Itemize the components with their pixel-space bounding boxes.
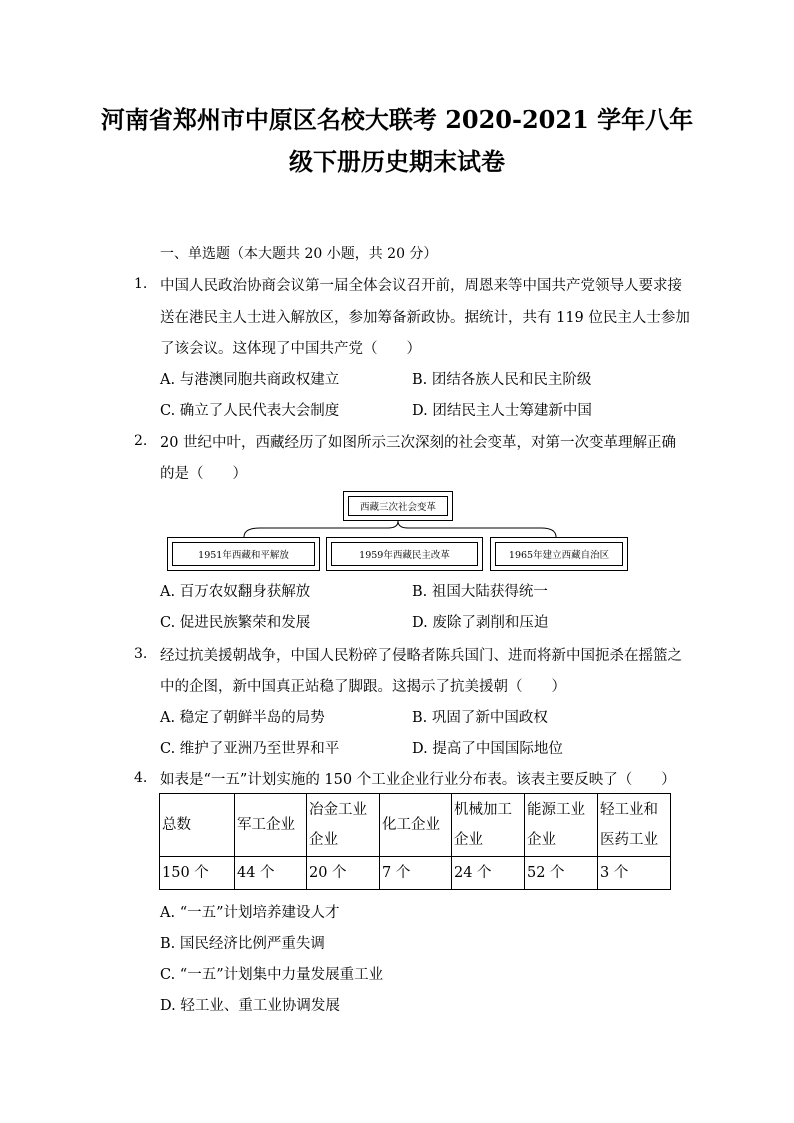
table-header-cell: 机械加工 企业 (452, 794, 525, 857)
table-cell: 7 个 (380, 857, 452, 890)
diagram-top-label: 西藏三次社会变革 (348, 496, 448, 516)
table-row (160, 857, 671, 890)
question-4-option-b: B. 国民经济比例严重失调 (160, 936, 325, 952)
question-1-line-2: 送在港民主人士进入解放区，参加筹备新政协。据统计，共有 119 位民主人士参加 (160, 310, 690, 326)
question-2-line-2: 的是（ ） (160, 466, 247, 482)
question-3-option-d: D. 提高了中国国际地位 (412, 741, 563, 757)
question-1-option-b: B. 团结各族人民和民主阶级 (412, 372, 592, 388)
table-header-cell: 冶金工业 企业 (307, 794, 380, 857)
table-header-cell: 化工企业 (380, 794, 452, 857)
question-4-option-d: D. 轻工业、重工业协调发展 (160, 998, 340, 1014)
question-2-option-b: B. 祖国大陆获得统一 (412, 584, 548, 600)
section-heading: 一、单选题（本大题共 20 小题，共 20 分） (160, 246, 438, 262)
question-1-number: 1. (134, 276, 148, 292)
diagram-box-1951 (167, 537, 320, 571)
question-4-line-1: 如表是“一五”计划实施的 150 个工业企业行业分布表。该表主要反映了（ ） (160, 772, 676, 788)
diagram-box-1965 (490, 537, 628, 571)
question-2-number: 2. (134, 433, 148, 449)
question-3-number: 3. (134, 646, 148, 662)
table-header-cell: 轻工业和 医药工业 (598, 794, 671, 857)
question-4-option-c: C. “一五”计划集中力量发展重工业 (160, 967, 384, 983)
diagram-box-1951-label: 1951年西藏和平解放 (172, 542, 315, 566)
document-title-line-1: 河南省郑州市中原区名校大联考 2020-2021 学年八年 (100, 105, 694, 134)
table-cell: 44 个 (235, 857, 307, 890)
enterprise-distribution-table (159, 793, 671, 890)
table-header-cell: 军工企业 (235, 794, 307, 857)
question-3-line-1: 经过抗美援朝战争，中国人民粉碎了侵略者陈兵国门、进而将新中国扼杀在摇篮之 (160, 648, 682, 664)
table-header-cell: 总数 (160, 794, 235, 857)
question-3-line-2: 中的企图，新中国真正站稳了脚跟。这揭示了抗美援朝（ ） (160, 679, 566, 695)
question-1-line-3: 了该会议。这体现了中国共产党（ ） (160, 341, 421, 357)
diagram-box-1965-label: 1965年建立西藏自治区 (495, 542, 623, 566)
question-1-option-d: D. 团结民主人士筹建新中国 (412, 403, 592, 419)
diagram-box-1959 (326, 537, 483, 571)
question-1-option-c: C. 确立了人民代表大会制度 (160, 403, 340, 419)
question-2-option-c: C. 促进民族繁荣和发展 (160, 615, 311, 631)
document-title-line-2: 级下册历史期末试卷 (289, 147, 505, 176)
table-cell: 150 个 (160, 857, 235, 890)
question-2-line-1: 20 世纪中叶，西藏经历了如图所示三次深刻的社会变革，对第一次变革理解正确 (160, 435, 677, 451)
question-2-option-a: A. 百万农奴翻身获解放 (160, 584, 311, 600)
question-3-option-c: C. 维护了亚洲乃至世界和平 (160, 741, 340, 757)
question-1-line-1: 中国人民政治协商会议第一届全体会议召开前，周恩来等中国共产党领导人要求接 (160, 278, 682, 294)
table-cell: 52 个 (525, 857, 598, 890)
question-2-option-d: D. 废除了剥削和压迫 (412, 615, 549, 631)
table-cell: 24 个 (452, 857, 525, 890)
question-4-number: 4. (134, 770, 148, 786)
question-3-option-b: B. 巩固了新中国政权 (412, 710, 548, 726)
diagram-box-1959-label: 1959年西藏民主改革 (331, 542, 478, 566)
question-4-option-a: A. “一五”计划培养建设人才 (160, 905, 340, 921)
question-1-option-a: A. 与港澳同胞共商政权建立 (160, 372, 340, 388)
table-cell: 20 个 (307, 857, 380, 890)
table-cell: 3 个 (598, 857, 671, 890)
table-header-cell: 能源工业 企业 (525, 794, 598, 857)
question-3-option-a: A. 稳定了朝鲜半岛的局势 (160, 710, 325, 726)
table-header-row (160, 794, 671, 857)
